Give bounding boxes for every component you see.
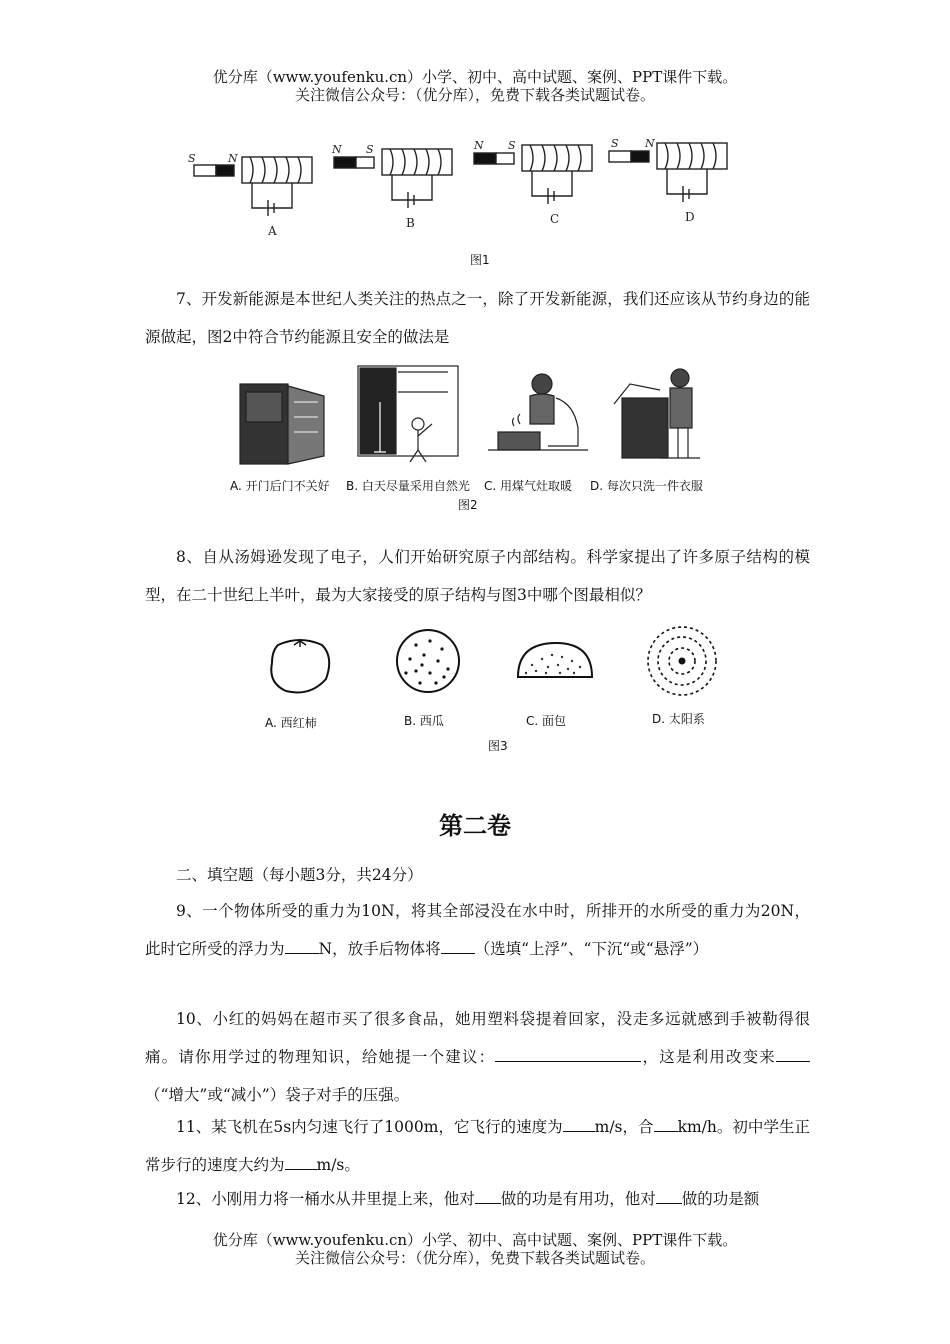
fig3-option-c: C. 面包 bbox=[526, 714, 567, 728]
pole-label: S bbox=[508, 139, 516, 152]
footer-line-2: 关注微信公众号：（优分库），免费下载各类试题试卷。 bbox=[294, 1249, 655, 1267]
pole-label: N bbox=[474, 139, 484, 152]
option-label: C bbox=[550, 212, 560, 226]
gas-stove-picture bbox=[488, 374, 588, 450]
fig2-option-a: A. 开门后门不关好 bbox=[230, 479, 330, 493]
figure-2-caption: 图2 bbox=[458, 498, 478, 512]
solenoid-option-a bbox=[188, 152, 312, 238]
footer-line-1: 优分库（www.youfenku.cn）小学、初中、高中试题、案例、PPT课件下载。 bbox=[212, 1231, 738, 1249]
question-9-part-1: 9、一个物体所受的重力为10N，将其全部浸没在水中时，所排开的水所受的重力为20N，此时它所受的浮力为 bbox=[145, 902, 810, 958]
header-line-1: 优分库（www.youfenku.cn）小学、初中、高中试题、案例、PPT课件下载。 bbox=[212, 68, 738, 86]
window-light-picture bbox=[358, 366, 458, 462]
question-9 bbox=[145, 892, 810, 968]
pole-label: N bbox=[332, 143, 342, 156]
answer-blank[interactable] bbox=[495, 1044, 641, 1062]
watermelon-seeds bbox=[404, 639, 449, 684]
fig2-option-b: B. 白天尽量采用自然光 bbox=[346, 479, 470, 493]
answer-blank[interactable] bbox=[656, 1186, 682, 1204]
bread-dots bbox=[525, 654, 581, 674]
figure-3-caption: 图3 bbox=[488, 739, 508, 753]
solenoid-option-b bbox=[331, 143, 452, 230]
figure-1-solenoids bbox=[180, 135, 740, 270]
question-10-part-2: ，这是利用改变来 bbox=[641, 1048, 776, 1066]
question-9-part-2: N，放手后物体将 bbox=[318, 940, 441, 958]
answer-blank[interactable] bbox=[563, 1114, 595, 1132]
figure-1-caption: 图1 bbox=[470, 253, 490, 267]
option-label: B bbox=[406, 216, 415, 230]
fridge-picture bbox=[240, 384, 324, 464]
header-line-2: 关注微信公众号：（优分库），免费下载各类试题试卷。 bbox=[294, 86, 655, 104]
answer-blank[interactable] bbox=[776, 1044, 810, 1062]
fig2-option-d: D. 每次只洗一件衣服 bbox=[590, 479, 703, 493]
answer-blank[interactable] bbox=[441, 936, 475, 954]
fig2-option-c: C. 用煤气灶取暖 bbox=[484, 479, 573, 493]
page-header bbox=[0, 68, 950, 104]
washing-machine-picture bbox=[614, 369, 700, 458]
question-7-text: 7、开发新能源是本世纪人类关注的热点之一，除了开发新能源，我们还应该从节约身边的能源做起，图2中符合节约能源且安全的做法是 bbox=[145, 290, 810, 346]
fig3-option-a: A. 西红柿 bbox=[265, 716, 317, 730]
answer-blank[interactable] bbox=[285, 936, 319, 954]
figure-2-pictures bbox=[230, 362, 710, 474]
question-12 bbox=[145, 1180, 810, 1218]
question-9-part-3: （选填“上浮”、“下沉“或“悬浮”） bbox=[474, 940, 709, 958]
question-12-part-3: 做的功是额 bbox=[681, 1190, 760, 1208]
option-label: D bbox=[685, 210, 695, 224]
fig3-option-b: B. 西瓜 bbox=[404, 714, 444, 728]
pole-label: N bbox=[228, 152, 238, 165]
answer-blank[interactable] bbox=[654, 1114, 678, 1132]
answer-blank[interactable] bbox=[285, 1152, 317, 1170]
pole-label: S bbox=[366, 143, 374, 156]
question-7 bbox=[145, 280, 810, 356]
question-11-part-4: m/s。 bbox=[316, 1156, 360, 1174]
solenoid-option-d bbox=[609, 137, 727, 224]
question-8-text: 8、自从汤姆逊发现了电子，人们开始研究原子内部结构。科学家提出了许多原子结构的模型，在二十世纪上半叶，最为大家接受的原子结构与图3中哪个图最相似？ bbox=[145, 548, 810, 604]
section-2-heading bbox=[145, 856, 810, 894]
section-2-title: 第二卷 bbox=[439, 812, 511, 840]
question-11 bbox=[145, 1108, 810, 1184]
answer-blank[interactable] bbox=[475, 1186, 501, 1204]
solenoid-option-c bbox=[473, 139, 592, 226]
question-11-part-2: m/s，合 bbox=[594, 1118, 654, 1136]
section-2-heading-text: 二、填空题（每小题3分，共24分） bbox=[176, 866, 423, 884]
question-8 bbox=[145, 538, 810, 614]
question-11-part-1: 11、某飞机在5s内匀速飞行了1000m，它飞行的速度为 bbox=[176, 1118, 563, 1136]
question-12-part-1: 12、小刚用力将一桶水从井里提上来，他对 bbox=[176, 1190, 475, 1208]
question-10-part-1: 10、小红的妈妈在超市买了很多食品，她用塑料袋提着回家，没走多远就感到手被勒得很痛。请你用学过的物理知识，给她提一个建议： bbox=[145, 1010, 810, 1066]
pole-label: S bbox=[188, 152, 196, 165]
pole-label: N bbox=[645, 137, 655, 150]
option-label: A bbox=[268, 224, 277, 238]
question-10 bbox=[145, 1000, 810, 1114]
fig3-option-d: D. 太阳系 bbox=[652, 712, 705, 726]
question-12-part-2: 做的功是有用功，他对 bbox=[500, 1190, 656, 1208]
bread-shape bbox=[518, 643, 592, 677]
figure-3-atom-models bbox=[260, 625, 740, 700]
page-footer bbox=[0, 1231, 950, 1267]
question-10-part-3: （“增大”或“减小”）袋子对手的压强。 bbox=[145, 1086, 410, 1104]
tomato-shape bbox=[271, 640, 329, 693]
question-11-part-3: km/h。初中学生正常步行的速度大约为 bbox=[145, 1118, 810, 1174]
pole-label: S bbox=[611, 137, 619, 150]
watermelon-shape bbox=[397, 630, 459, 692]
